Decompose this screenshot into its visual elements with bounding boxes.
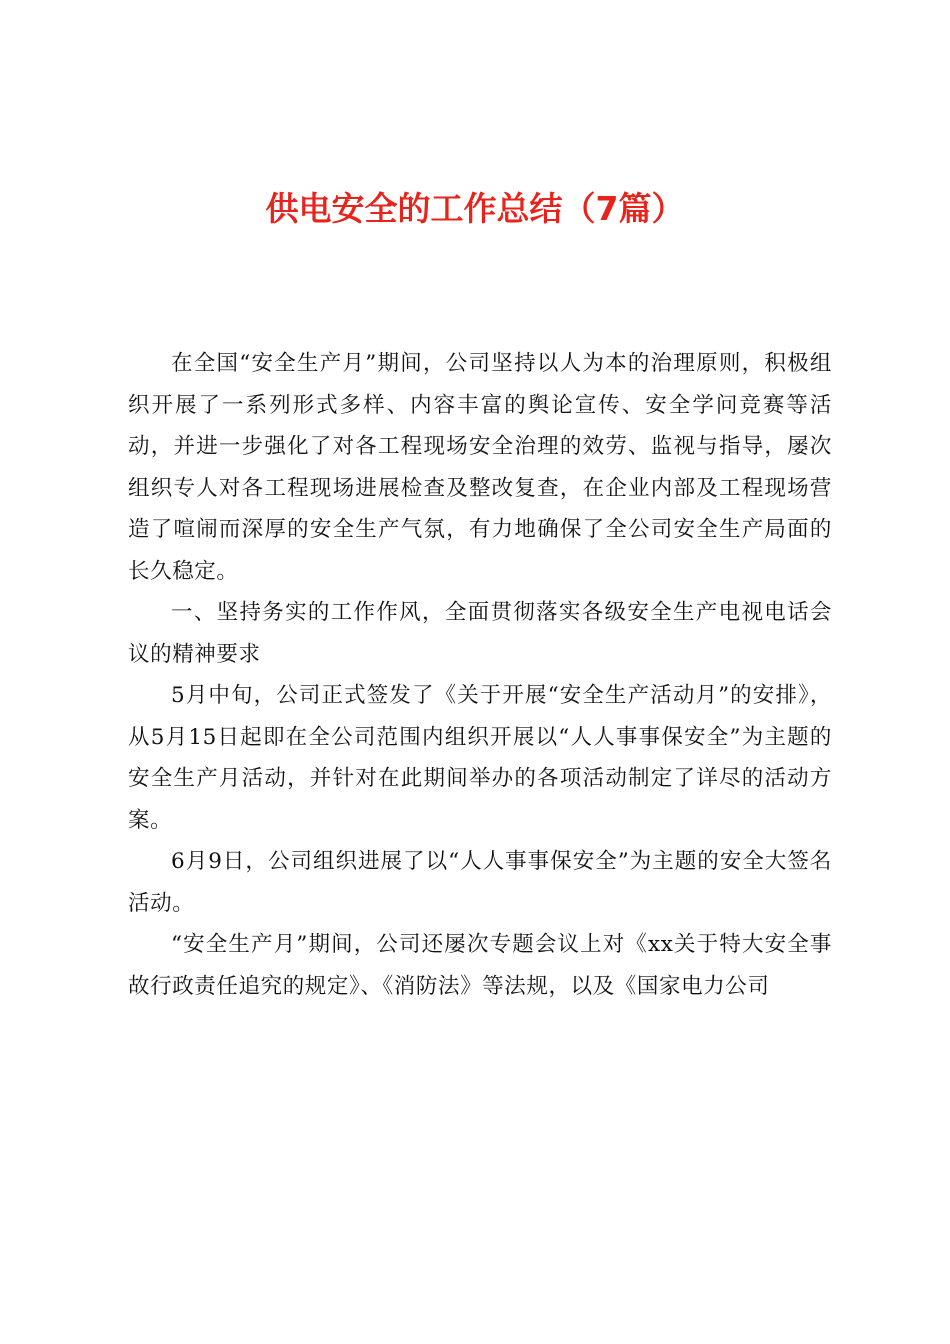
paragraph-june-signing: 6月9日，公司组织进展了以“人人事事保安全”为主题的安全大签名活动。 (128, 849, 832, 916)
document-body (128, 343, 832, 1007)
document-title: 供电安全的工作总结（7篇） (265, 189, 685, 228)
paragraph-intro: 在全国“安全生产月”期间，公司坚持以人为本的治理原则，积极组织开展了一系列形式多样、内容丰富的舆论宣传、安全学问竞赛等活动，并进一步强化了对各工程现场安全治理的效劳、监视与指导，屡次组织专人对各工程现场进展检查及整改复查，在企业内部及工程现场营造了喧闹而深厚的安全生产气氛，有力地确保了全公司安全生产局面的长久稳定。 (128, 351, 832, 584)
paragraph-section-heading-1: 一、坚持务实的工作作风，全面贯彻落实各级安全生产电视电话会议的精神要求 (128, 600, 832, 667)
paragraph-safety-month-meetings: “安全生产月”期间，公司还屡次专题会议上对《xx关于特大安全事故行政责任追究的规定》、《消防法》等法规，以及《国家电力公司 (128, 932, 832, 999)
paragraph-may-notice: 5月中旬，公司正式签发了《关于开展“安全生产活动月”的安排》，从5月15日起即在全公司范围内组织开展以“人人事事保安全”为主题的安全生产月活动，并针对在此期间举办的各项活动制定了详尽的活动方案。 (128, 683, 832, 833)
